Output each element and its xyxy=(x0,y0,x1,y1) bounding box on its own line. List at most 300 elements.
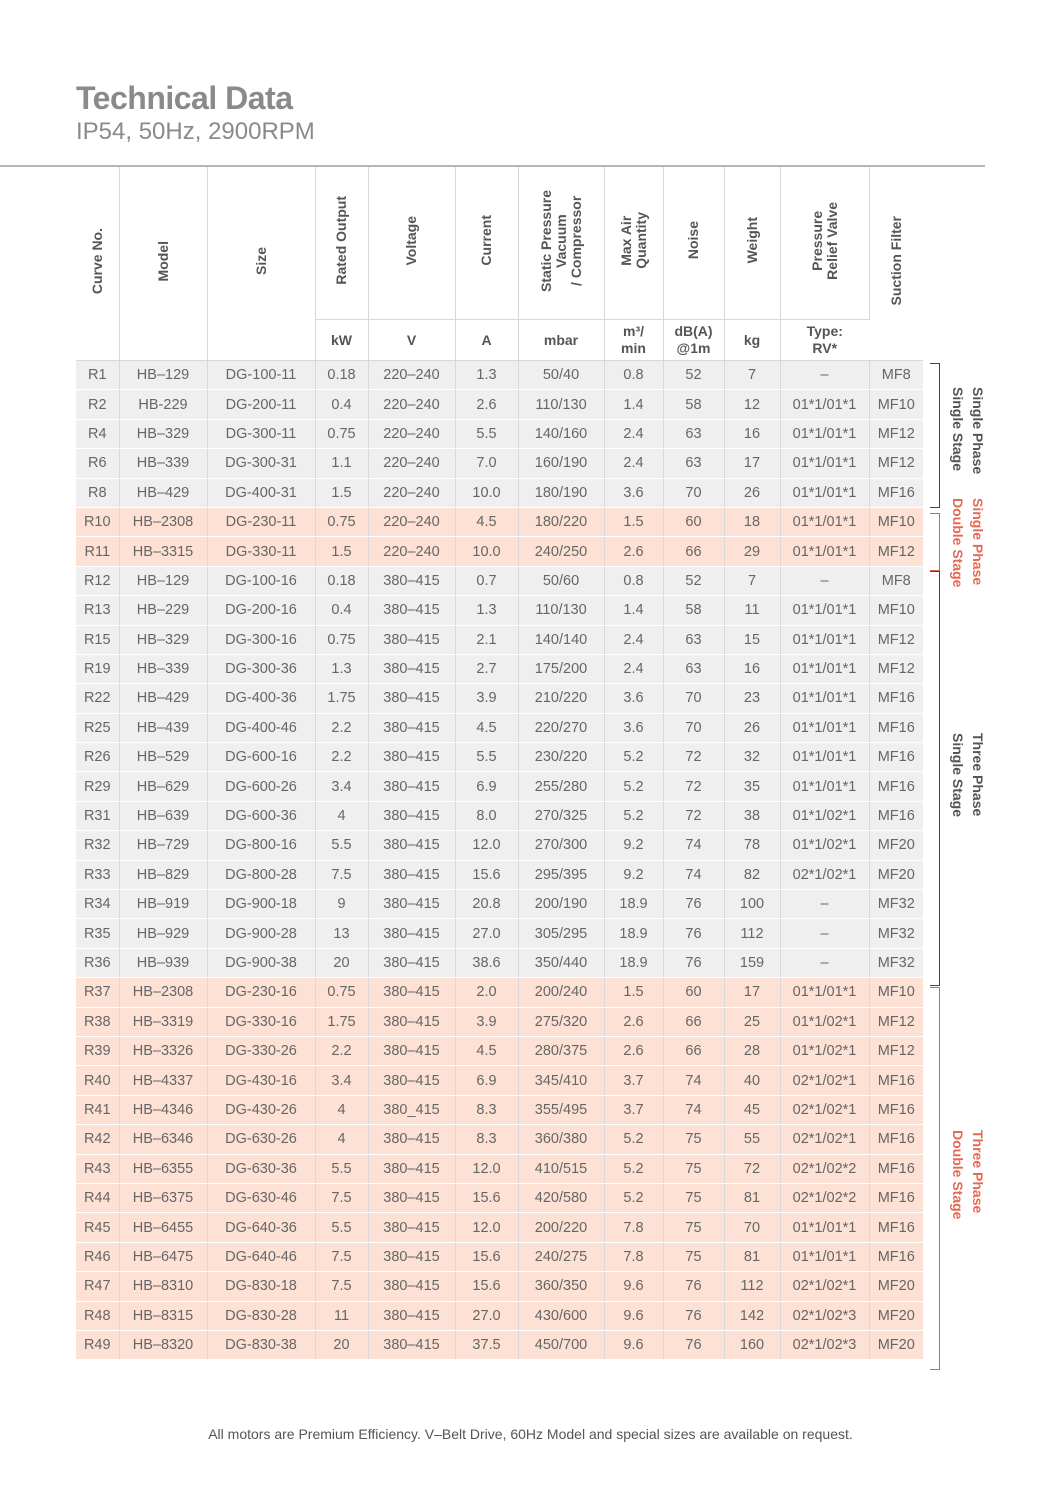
cell-relief-valve: 01*1/01*1 xyxy=(780,743,869,772)
cell-rated-output: 11 xyxy=(315,1301,368,1330)
cell-suction-filter: MF32 xyxy=(869,919,923,948)
cell-suction-filter: MF12 xyxy=(869,419,923,448)
cell-noise: 63 xyxy=(663,625,724,654)
cell-suction-filter: MF10 xyxy=(869,978,923,1007)
cell-model: HB–939 xyxy=(119,948,207,977)
cell-curve-no: R1 xyxy=(76,361,119,390)
cell-relief-valve: – xyxy=(780,919,869,948)
cell-curve-no: R46 xyxy=(76,1242,119,1271)
cell-curve-no: R35 xyxy=(76,919,119,948)
cell-noise: 52 xyxy=(663,566,724,595)
cell-curve-no: R33 xyxy=(76,860,119,889)
cell-suction-filter: MF16 xyxy=(869,1242,923,1271)
cell-suction-filter: MF20 xyxy=(869,1301,923,1330)
cell-static-pressure: 360/380 xyxy=(518,1125,604,1154)
cell-model: HB–429 xyxy=(119,684,207,713)
cell-model: HB–339 xyxy=(119,449,207,478)
cell-noise: 72 xyxy=(663,801,724,830)
unit-v: V xyxy=(368,320,455,361)
cell-size: DG-400-36 xyxy=(207,684,315,713)
cell-curve-no: R11 xyxy=(76,537,119,566)
cell-curve-no: R38 xyxy=(76,1007,119,1036)
table-row xyxy=(76,684,923,713)
cell-size: DG-640-46 xyxy=(207,1242,315,1271)
cell-max-air-quantity: 0.8 xyxy=(604,361,663,390)
cell-model: HB–429 xyxy=(119,478,207,507)
cell-relief-valve: 01*1/01*1 xyxy=(780,713,869,742)
cell-current: 12.0 xyxy=(455,831,518,860)
cell-max-air-quantity: 18.9 xyxy=(604,919,663,948)
cell-relief-valve: 02*1/02*3 xyxy=(780,1301,869,1330)
cell-curve-no: R48 xyxy=(76,1301,119,1330)
cell-size: DG-430-26 xyxy=(207,1095,315,1124)
cell-voltage: 380–415 xyxy=(368,1125,455,1154)
cell-relief-valve: 01*1/01*1 xyxy=(780,507,869,536)
cell-size: DG-400-31 xyxy=(207,478,315,507)
cell-current: 2.1 xyxy=(455,625,518,654)
cell-noise: 66 xyxy=(663,1007,724,1036)
table-row xyxy=(76,743,923,772)
cell-suction-filter: MF10 xyxy=(869,390,923,419)
cell-current: 8.3 xyxy=(455,1125,518,1154)
cell-max-air-quantity: 3.7 xyxy=(604,1066,663,1095)
cell-weight: 70 xyxy=(724,1213,780,1242)
cell-voltage: 380–415 xyxy=(368,831,455,860)
cell-rated-output: 0.75 xyxy=(315,507,368,536)
cell-relief-valve: 02*1/02*3 xyxy=(780,1330,869,1359)
cell-curve-no: R19 xyxy=(76,654,119,683)
cell-current: 15.6 xyxy=(455,1242,518,1271)
cell-voltage: 380–415 xyxy=(368,860,455,889)
cell-voltage: 380–415 xyxy=(368,1007,455,1036)
cell-suction-filter: MF16 xyxy=(869,684,923,713)
cell-suction-filter: MF16 xyxy=(869,772,923,801)
cell-noise: 76 xyxy=(663,919,724,948)
cell-size: DG-630-26 xyxy=(207,1125,315,1154)
cell-relief-valve: 01*1/02*1 xyxy=(780,1036,869,1065)
cell-max-air-quantity: 5.2 xyxy=(604,772,663,801)
cell-voltage: 220–240 xyxy=(368,449,455,478)
cell-noise: 75 xyxy=(663,1183,724,1212)
table-row xyxy=(76,419,923,448)
cell-weight: 7 xyxy=(724,566,780,595)
cell-noise: 75 xyxy=(663,1154,724,1183)
table-row xyxy=(76,1183,923,1212)
cell-weight: 32 xyxy=(724,743,780,772)
cell-weight: 112 xyxy=(724,919,780,948)
cell-current: 5.5 xyxy=(455,419,518,448)
cell-max-air-quantity: 5.2 xyxy=(604,1125,663,1154)
cell-noise: 75 xyxy=(663,1125,724,1154)
cell-model: HB–129 xyxy=(119,566,207,595)
cell-max-air-quantity: 1.5 xyxy=(604,507,663,536)
cell-max-air-quantity: 2.6 xyxy=(604,1036,663,1065)
header-model: Model xyxy=(119,167,207,361)
cell-rated-output: 5.5 xyxy=(315,1213,368,1242)
cell-size: DG-200-16 xyxy=(207,596,315,625)
cell-static-pressure: 270/300 xyxy=(518,831,604,860)
table-row xyxy=(76,361,923,390)
cell-current: 38.6 xyxy=(455,948,518,977)
cell-curve-no: R4 xyxy=(76,419,119,448)
cell-suction-filter: MF10 xyxy=(869,596,923,625)
cell-voltage: 380–415 xyxy=(368,625,455,654)
cell-rated-output: 0.4 xyxy=(315,390,368,419)
cell-weight: 23 xyxy=(724,684,780,713)
cell-relief-valve: 02*1/02*2 xyxy=(780,1154,869,1183)
table-row xyxy=(76,1330,923,1359)
cell-model: HB–629 xyxy=(119,772,207,801)
cell-rated-output: 2.2 xyxy=(315,743,368,772)
cell-model: HB–329 xyxy=(119,419,207,448)
cell-static-pressure: 255/280 xyxy=(518,772,604,801)
table-row xyxy=(76,1242,923,1271)
cell-weight: 112 xyxy=(724,1272,780,1301)
table-row xyxy=(76,919,923,948)
cell-current: 15.6 xyxy=(455,1272,518,1301)
cell-max-air-quantity: 5.2 xyxy=(604,1183,663,1212)
cell-relief-valve: 01*1/01*1 xyxy=(780,596,869,625)
cell-current: 2.6 xyxy=(455,390,518,419)
cell-model: HB–729 xyxy=(119,831,207,860)
cell-suction-filter: MF16 xyxy=(869,801,923,830)
cell-curve-no: R42 xyxy=(76,1125,119,1154)
cell-relief-valve: 01*1/01*1 xyxy=(780,1242,869,1271)
cell-max-air-quantity: 3.6 xyxy=(604,478,663,507)
cell-voltage: 380_415 xyxy=(368,1095,455,1124)
cell-max-air-quantity: 1.5 xyxy=(604,978,663,1007)
cell-max-air-quantity: 5.2 xyxy=(604,1154,663,1183)
cell-suction-filter: MF20 xyxy=(869,831,923,860)
cell-model: HB–3326 xyxy=(119,1036,207,1065)
cell-curve-no: R45 xyxy=(76,1213,119,1242)
table-row xyxy=(76,1066,923,1095)
cell-rated-output: 0.75 xyxy=(315,419,368,448)
cell-static-pressure: 200/190 xyxy=(518,890,604,919)
cell-curve-no: R32 xyxy=(76,831,119,860)
unit-a: A xyxy=(455,320,518,361)
cell-current: 20.8 xyxy=(455,890,518,919)
cell-static-pressure: 360/350 xyxy=(518,1272,604,1301)
cell-suction-filter: MF12 xyxy=(869,449,923,478)
cell-relief-valve: 01*1/01*1 xyxy=(780,1213,869,1242)
cell-model: HB–3315 xyxy=(119,537,207,566)
cell-voltage: 380–415 xyxy=(368,1183,455,1212)
cell-noise: 76 xyxy=(663,948,724,977)
cell-model: HB–639 xyxy=(119,801,207,830)
unit-mbar: mbar xyxy=(518,320,604,361)
cell-static-pressure: 140/160 xyxy=(518,419,604,448)
table-row xyxy=(76,890,923,919)
cell-suction-filter: MF16 xyxy=(869,713,923,742)
cell-weight: 100 xyxy=(724,890,780,919)
cell-curve-no: R49 xyxy=(76,1330,119,1359)
cell-rated-output: 20 xyxy=(315,1330,368,1359)
cell-weight: 159 xyxy=(724,948,780,977)
cell-relief-valve: – xyxy=(780,566,869,595)
cell-relief-valve: – xyxy=(780,890,869,919)
cell-rated-output: 0.75 xyxy=(315,978,368,1007)
cell-static-pressure: 240/275 xyxy=(518,1242,604,1271)
cell-voltage: 380–415 xyxy=(368,1272,455,1301)
cell-size: DG-300-11 xyxy=(207,419,315,448)
table-row xyxy=(76,449,923,478)
cell-rated-output: 7.5 xyxy=(315,1272,368,1301)
cell-voltage: 380–415 xyxy=(368,1242,455,1271)
cell-weight: 11 xyxy=(724,596,780,625)
cell-relief-valve: 01*1/02*1 xyxy=(780,801,869,830)
unit-kw: kW xyxy=(315,320,368,361)
cell-relief-valve: 02*1/02*2 xyxy=(780,1183,869,1212)
cell-weight: 16 xyxy=(724,419,780,448)
cell-size: DG-300-16 xyxy=(207,625,315,654)
cell-suction-filter: MF12 xyxy=(869,1007,923,1036)
cell-max-air-quantity: 2.6 xyxy=(604,1007,663,1036)
cell-curve-no: R12 xyxy=(76,566,119,595)
cell-size: DG-800-28 xyxy=(207,860,315,889)
page-title: Technical Data xyxy=(76,80,293,116)
cell-suction-filter: MF32 xyxy=(869,948,923,977)
cell-noise: 74 xyxy=(663,860,724,889)
group-label-three-phase-double-stage: Three Phase Double Stage xyxy=(950,1130,986,1220)
header-suction-filter: Suction Filter xyxy=(869,167,923,361)
unit-db: dB(A) @1m xyxy=(663,320,724,361)
table-row xyxy=(76,860,923,889)
cell-model: HB–919 xyxy=(119,890,207,919)
cell-suction-filter: MF8 xyxy=(869,566,923,595)
cell-model: HB–529 xyxy=(119,743,207,772)
cell-rated-output: 20 xyxy=(315,948,368,977)
cell-suction-filter: MF20 xyxy=(869,1330,923,1359)
cell-model: HB–6455 xyxy=(119,1213,207,1242)
cell-curve-no: R40 xyxy=(76,1066,119,1095)
cell-current: 15.6 xyxy=(455,860,518,889)
cell-current: 1.3 xyxy=(455,361,518,390)
cell-voltage: 220–240 xyxy=(368,537,455,566)
header-rated-output: Rated Output xyxy=(315,167,368,320)
cell-rated-output: 4 xyxy=(315,1125,368,1154)
cell-max-air-quantity: 3.6 xyxy=(604,684,663,713)
cell-model: HB–6475 xyxy=(119,1242,207,1271)
cell-noise: 60 xyxy=(663,507,724,536)
table-row xyxy=(76,1007,923,1036)
cell-voltage: 380–415 xyxy=(368,1301,455,1330)
cell-size: DG-400-46 xyxy=(207,713,315,742)
cell-max-air-quantity: 5.2 xyxy=(604,801,663,830)
cell-weight: 81 xyxy=(724,1183,780,1212)
cell-relief-valve: – xyxy=(780,361,869,390)
table-row xyxy=(76,1272,923,1301)
cell-static-pressure: 430/600 xyxy=(518,1301,604,1330)
cell-weight: 72 xyxy=(724,1154,780,1183)
cell-weight: 17 xyxy=(724,978,780,1007)
cell-size: DG-900-28 xyxy=(207,919,315,948)
cell-curve-no: R15 xyxy=(76,625,119,654)
cell-size: DG-100-16 xyxy=(207,566,315,595)
cell-weight: 26 xyxy=(724,478,780,507)
cell-current: 0.7 xyxy=(455,566,518,595)
header-static-pressure: Static Pressure Vacuum / Compressor xyxy=(518,167,604,320)
cell-suction-filter: MF12 xyxy=(869,625,923,654)
cell-weight: 55 xyxy=(724,1125,780,1154)
cell-max-air-quantity: 9.6 xyxy=(604,1272,663,1301)
table-row xyxy=(76,654,923,683)
cell-static-pressure: 420/580 xyxy=(518,1183,604,1212)
cell-max-air-quantity: 1.4 xyxy=(604,596,663,625)
table-row xyxy=(76,1036,923,1065)
cell-static-pressure: 450/700 xyxy=(518,1330,604,1359)
cell-static-pressure: 110/130 xyxy=(518,390,604,419)
cell-weight: 18 xyxy=(724,507,780,536)
cell-current: 37.5 xyxy=(455,1330,518,1359)
cell-curve-no: R6 xyxy=(76,449,119,478)
group-bracket-single-phase-single-stage xyxy=(930,363,940,508)
page-subtitle: IP54, 50Hz, 2900RPM xyxy=(76,118,315,145)
header-pressure-relief-valve: Pressure Relief Valve xyxy=(780,167,869,320)
cell-current: 4.5 xyxy=(455,713,518,742)
cell-static-pressure: 200/220 xyxy=(518,1213,604,1242)
cell-static-pressure: 200/240 xyxy=(518,978,604,1007)
header-size: Size xyxy=(207,167,315,361)
cell-current: 3.9 xyxy=(455,1007,518,1036)
cell-static-pressure: 160/190 xyxy=(518,449,604,478)
cell-size: DG-640-36 xyxy=(207,1213,315,1242)
cell-curve-no: R29 xyxy=(76,772,119,801)
cell-size: DG-600-36 xyxy=(207,801,315,830)
cell-static-pressure: 410/515 xyxy=(518,1154,604,1183)
cell-noise: 66 xyxy=(663,1036,724,1065)
cell-model: HB–2308 xyxy=(119,507,207,536)
cell-noise: 63 xyxy=(663,654,724,683)
cell-static-pressure: 350/440 xyxy=(518,948,604,977)
cell-noise: 58 xyxy=(663,390,724,419)
table-row xyxy=(76,978,923,1007)
cell-suction-filter: MF32 xyxy=(869,890,923,919)
cell-size: DG-230-11 xyxy=(207,507,315,536)
cell-model: HB–3319 xyxy=(119,1007,207,1036)
cell-noise: 75 xyxy=(663,1242,724,1271)
cell-voltage: 380–415 xyxy=(368,1213,455,1242)
cell-relief-valve: 01*1/01*1 xyxy=(780,654,869,683)
cell-suction-filter: MF16 xyxy=(869,1183,923,1212)
cell-static-pressure: 270/325 xyxy=(518,801,604,830)
cell-weight: 38 xyxy=(724,801,780,830)
group-label-single-phase-double-stage: Single Phase Double Stage xyxy=(950,498,986,588)
cell-suction-filter: MF16 xyxy=(869,1125,923,1154)
cell-weight: 35 xyxy=(724,772,780,801)
cell-relief-valve: 01*1/01*1 xyxy=(780,419,869,448)
cell-size: DG-300-31 xyxy=(207,449,315,478)
cell-curve-no: R26 xyxy=(76,743,119,772)
table-row xyxy=(76,625,923,654)
cell-noise: 70 xyxy=(663,478,724,507)
cell-rated-output: 0.4 xyxy=(315,596,368,625)
group-label-single-phase-single-stage: Single Phase Single Stage xyxy=(950,387,986,475)
cell-model: HB–339 xyxy=(119,654,207,683)
cell-relief-valve: 01*1/01*1 xyxy=(780,625,869,654)
cell-static-pressure: 280/375 xyxy=(518,1036,604,1065)
cell-size: DG-800-16 xyxy=(207,831,315,860)
cell-max-air-quantity: 5.2 xyxy=(604,743,663,772)
cell-max-air-quantity: 7.8 xyxy=(604,1213,663,1242)
cell-curve-no: R43 xyxy=(76,1154,119,1183)
cell-size: DG-630-36 xyxy=(207,1154,315,1183)
cell-relief-valve: 02*1/02*1 xyxy=(780,1272,869,1301)
table-row xyxy=(76,713,923,742)
cell-voltage: 220–240 xyxy=(368,390,455,419)
cell-size: DG-200-11 xyxy=(207,390,315,419)
cell-curve-no: R47 xyxy=(76,1272,119,1301)
cell-model: HB–2308 xyxy=(119,978,207,1007)
cell-curve-no: R2 xyxy=(76,390,119,419)
cell-noise: 63 xyxy=(663,419,724,448)
cell-model: HB-229 xyxy=(119,390,207,419)
cell-rated-output: 3.4 xyxy=(315,1066,368,1095)
cell-curve-no: R10 xyxy=(76,507,119,536)
cell-voltage: 380–415 xyxy=(368,772,455,801)
cell-model: HB–829 xyxy=(119,860,207,889)
cell-curve-no: R25 xyxy=(76,713,119,742)
table-row xyxy=(76,948,923,977)
cell-weight: 16 xyxy=(724,654,780,683)
cell-current: 8.0 xyxy=(455,801,518,830)
cell-suction-filter: MF12 xyxy=(869,654,923,683)
cell-voltage: 220–240 xyxy=(368,507,455,536)
cell-relief-valve: – xyxy=(780,948,869,977)
cell-voltage: 380–415 xyxy=(368,713,455,742)
cell-rated-output: 0.18 xyxy=(315,566,368,595)
cell-noise: 60 xyxy=(663,978,724,1007)
cell-size: DG-100-11 xyxy=(207,361,315,390)
cell-suction-filter: MF8 xyxy=(869,361,923,390)
cell-max-air-quantity: 1.4 xyxy=(604,390,663,419)
cell-curve-no: R13 xyxy=(76,596,119,625)
cell-rated-output: 1.3 xyxy=(315,654,368,683)
cell-rated-output: 0.75 xyxy=(315,625,368,654)
cell-static-pressure: 110/130 xyxy=(518,596,604,625)
cell-relief-valve: 01*1/02*1 xyxy=(780,831,869,860)
cell-static-pressure: 210/220 xyxy=(518,684,604,713)
cell-static-pressure: 295/395 xyxy=(518,860,604,889)
table-row xyxy=(76,772,923,801)
cell-size: DG-830-28 xyxy=(207,1301,315,1330)
cell-current: 4.5 xyxy=(455,507,518,536)
cell-static-pressure: 175/200 xyxy=(518,654,604,683)
cell-max-air-quantity: 18.9 xyxy=(604,948,663,977)
cell-max-air-quantity: 0.8 xyxy=(604,566,663,595)
table-row xyxy=(76,566,923,595)
cell-max-air-quantity: 2.4 xyxy=(604,654,663,683)
cell-rated-output: 3.4 xyxy=(315,772,368,801)
cell-curve-no: R37 xyxy=(76,978,119,1007)
cell-weight: 28 xyxy=(724,1036,780,1065)
cell-suction-filter: MF12 xyxy=(869,537,923,566)
cell-relief-valve: 02*1/02*1 xyxy=(780,1095,869,1124)
cell-voltage: 380–415 xyxy=(368,801,455,830)
cell-current: 3.9 xyxy=(455,684,518,713)
cell-relief-valve: 01*1/01*1 xyxy=(780,478,869,507)
cell-model: HB–4337 xyxy=(119,1066,207,1095)
cell-rated-output: 7.5 xyxy=(315,1242,368,1271)
unit-valve-type: Type: RV* xyxy=(780,320,869,361)
cell-model: HB–229 xyxy=(119,596,207,625)
cell-current: 10.0 xyxy=(455,537,518,566)
cell-static-pressure: 50/40 xyxy=(518,361,604,390)
cell-voltage: 380–415 xyxy=(368,919,455,948)
cell-noise: 52 xyxy=(663,361,724,390)
cell-model: HB–6355 xyxy=(119,1154,207,1183)
header-noise: Noise xyxy=(663,167,724,320)
